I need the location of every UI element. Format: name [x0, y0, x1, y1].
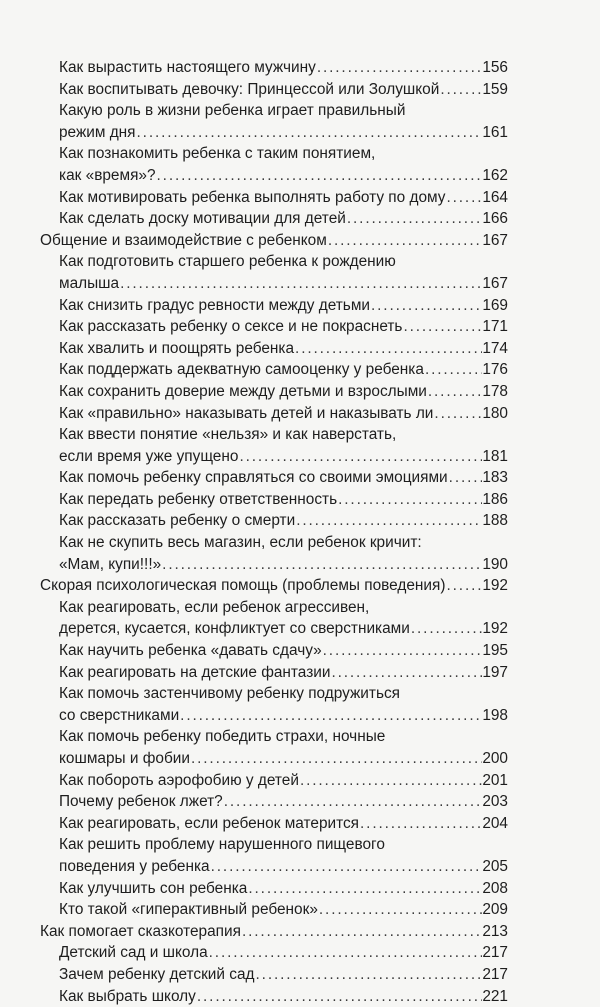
dot-leader — [433, 403, 482, 425]
toc-section — [40, 230, 508, 252]
toc-entry-line — [59, 770, 508, 792]
toc-entry-title: Как реагировать на детские фантазии — [59, 663, 331, 681]
page-number: 164 — [482, 188, 508, 206]
page-number: 221 — [482, 987, 508, 1005]
toc-entry-title: Как подготовить старшего ребенка к рождению — [59, 253, 396, 271]
toc-entry-continuation — [59, 834, 508, 856]
toc-entry — [59, 403, 508, 425]
dot-leader — [402, 316, 482, 338]
toc-entry-title: со сверстниками — [59, 706, 180, 724]
toc-entry-title: Как реагировать, если ребенок агрессивен, — [59, 598, 370, 616]
toc-entry-title: Как сохранить доверие между детьми и взрослыми — [59, 382, 427, 400]
dot-leader — [318, 899, 482, 921]
dot-leader — [448, 467, 483, 489]
page-number: 217 — [482, 965, 508, 983]
dot-leader — [316, 57, 482, 79]
dot-leader — [445, 187, 482, 209]
toc-entry — [59, 79, 508, 101]
toc-entry-line — [59, 964, 508, 986]
toc-entry-title: «Мам, купи!!!» — [59, 555, 162, 573]
toc-entry-line — [59, 381, 508, 403]
toc-entry-title: Зачем ребенку детский сад — [59, 965, 255, 983]
dot-leader — [196, 986, 482, 1007]
page-number: 197 — [482, 663, 508, 681]
toc-entry-title: Как «правильно» наказывать детей и наказывать ли — [59, 404, 434, 422]
dot-leader — [294, 338, 482, 360]
toc-entry-title: Как снизить градус ревности между детьми — [59, 296, 370, 314]
toc-entry-title: Какую роль в жизни ребенка играет правильный — [59, 102, 406, 120]
toc-entry — [59, 251, 508, 294]
toc-entry-title: Как хвалить и поощрять ребенка — [59, 339, 295, 357]
toc-entry-line — [59, 273, 508, 295]
toc-entry-title: Почему ребенок лжет? — [59, 793, 223, 811]
dot-leader — [238, 446, 482, 468]
dot-leader — [210, 856, 483, 878]
toc-entry-line — [59, 446, 508, 468]
page-number: 186 — [482, 490, 508, 508]
dot-leader — [410, 618, 482, 640]
toc-entry-continuation — [59, 143, 508, 165]
toc-entry-title: режим дня — [59, 123, 136, 141]
page-number: 208 — [482, 879, 508, 897]
dot-leader — [247, 878, 482, 900]
page-number: 167 — [482, 231, 508, 249]
page-number: 171 — [482, 318, 508, 336]
dot-leader — [156, 165, 483, 187]
dot-leader — [223, 791, 483, 813]
dot-leader — [322, 640, 483, 662]
page-number: 209 — [482, 901, 508, 919]
toc-entry-line — [59, 403, 508, 425]
toc-entry-title: Как помочь ребенку победить страхи, ночные — [59, 728, 386, 746]
toc-entry-title: Как вырастить настоящего мужчину — [59, 59, 316, 76]
toc-entry-title: Как побороть аэрофобию у детей — [59, 771, 299, 789]
toc-entry-line — [59, 899, 508, 921]
page-number: 201 — [482, 771, 508, 789]
toc-entry — [59, 489, 508, 511]
toc-entry-continuation — [59, 251, 508, 273]
page-number: 162 — [482, 166, 508, 184]
page-number: 213 — [482, 922, 508, 940]
toc-entry-title: Как мотивировать ребенка выполнять работу по дому — [59, 188, 446, 206]
toc-entry-title: Как передать ребенку ответственность — [59, 490, 338, 508]
page-number: 178 — [482, 382, 508, 400]
toc-entry-line — [59, 748, 508, 770]
toc-entry-title: малыша — [59, 274, 120, 292]
toc-entry — [59, 208, 508, 230]
toc-entry-title: Как помочь застенчивому ребенку подружиться — [59, 685, 400, 703]
toc-entry-title: Как решить проблему нарушенного пищевого — [59, 836, 385, 854]
dot-leader — [427, 381, 482, 403]
toc-entry-line — [59, 489, 508, 511]
toc-entry-line — [59, 187, 508, 209]
toc-entry-line — [40, 921, 508, 943]
toc-entry-line — [59, 662, 508, 684]
page-number: 195 — [482, 642, 508, 660]
toc-entry-title: кошмары и фобии — [59, 750, 190, 767]
toc-entry-title: Как поддержать адекватную самооценку у ребенка — [59, 361, 424, 379]
toc-entry — [59, 791, 508, 813]
dot-leader — [241, 921, 482, 943]
toc-entry — [59, 467, 508, 489]
dot-leader — [295, 510, 482, 532]
toc-entry-title: Как рассказать ребенку о сексе и не покраснеть — [59, 318, 403, 336]
toc-entry-line — [59, 878, 508, 900]
dot-leader — [346, 208, 482, 230]
page-number: 192 — [482, 577, 508, 595]
page-number: 169 — [482, 296, 508, 314]
page-number: 159 — [482, 80, 508, 98]
toc-entry-continuation — [59, 597, 508, 619]
page-number: 183 — [482, 469, 508, 487]
toc-entry — [59, 57, 508, 79]
toc-entry-title: Скорая психологическая помощь (проблемы поведения) — [40, 577, 446, 595]
page-number: 188 — [482, 512, 508, 530]
toc-entry-continuation — [59, 100, 508, 122]
toc-entry — [59, 813, 508, 835]
toc-entry-continuation — [59, 726, 508, 748]
dot-leader — [161, 554, 482, 576]
dot-leader — [190, 748, 482, 770]
toc-entry-line — [59, 986, 508, 1007]
toc-entry — [59, 316, 508, 338]
table-of-contents — [40, 57, 508, 1007]
toc-section — [40, 575, 508, 597]
toc-entry-continuation — [59, 424, 508, 446]
dot-leader — [179, 705, 482, 727]
toc-entry-line — [59, 338, 508, 360]
dot-leader — [327, 230, 482, 252]
dot-leader — [119, 273, 482, 295]
toc-entry — [59, 359, 508, 381]
page-number: 203 — [482, 793, 508, 811]
toc-entry-title: Как улучшить сон ребенка — [59, 879, 248, 897]
toc-entry-line — [59, 295, 508, 317]
toc-entry-line — [59, 359, 508, 381]
toc-entry-title: Как помогает сказкотерапия — [40, 922, 241, 940]
toc-entry-title: Как не скупить весь магазин, если ребенок кричит: — [59, 534, 422, 552]
toc-entry-line — [59, 705, 508, 727]
toc-entry — [59, 381, 508, 403]
page-number: 161 — [482, 123, 508, 141]
toc-entry — [59, 510, 508, 532]
toc-entry-line — [40, 575, 508, 597]
page-number: 205 — [482, 857, 508, 875]
toc-entry-title: Как выбрать школу — [59, 987, 196, 1005]
toc-entry — [59, 295, 508, 317]
toc-entry-line — [59, 618, 508, 640]
toc-entry-title: Детский сад и школа — [59, 944, 208, 962]
page-number: 166 — [482, 210, 508, 228]
toc-entry-title: если время уже упущено — [59, 447, 239, 465]
toc-entry-line — [59, 122, 508, 144]
page-number: 156 — [482, 59, 508, 76]
toc-entry — [59, 532, 508, 575]
toc-entry — [59, 143, 508, 186]
page-number: 174 — [482, 339, 508, 357]
page-number: 217 — [482, 944, 508, 962]
toc-entry-continuation — [59, 532, 508, 554]
page-number: 198 — [482, 706, 508, 724]
toc-entry — [59, 100, 508, 143]
toc-entry — [59, 662, 508, 684]
toc-entry — [59, 597, 508, 640]
toc-entry-title: дерется, кусается, конфликтует со сверстниками — [59, 620, 410, 638]
dot-leader — [424, 359, 482, 381]
page-number: 176 — [482, 361, 508, 379]
toc-entry-line — [59, 640, 508, 662]
toc-entry-line — [59, 510, 508, 532]
toc-entry — [59, 338, 508, 360]
dot-leader — [445, 575, 482, 597]
toc-entry-title: Как помочь ребенку справляться со своими эмоциями — [59, 469, 448, 487]
page-number: 192 — [482, 620, 508, 638]
toc-entry-title: поведения у ребенка — [59, 857, 210, 875]
toc-entry-title: Как познакомить ребенка с таким понятием, — [59, 145, 376, 163]
toc-entry-line — [59, 554, 508, 576]
toc-entry-title: Как воспитывать девочку: Принцессой или Золушкой — [59, 80, 440, 98]
toc-entry-line — [59, 856, 508, 878]
toc-entry-title: Как рассказать ребенку о смерти — [59, 512, 296, 530]
toc-entry — [59, 770, 508, 792]
page-number: 200 — [482, 750, 508, 767]
toc-entry-title: Как ввести понятие «нельзя» и как наверстать, — [59, 426, 397, 444]
toc-entry — [59, 187, 508, 209]
toc-entry-line — [59, 813, 508, 835]
toc-entry-line — [40, 230, 508, 252]
toc-entry-line — [59, 165, 508, 187]
toc-entry-line — [59, 467, 508, 489]
toc-entry — [59, 964, 508, 986]
toc-entry-title: Как реагировать, если ребенок матерится — [59, 814, 360, 832]
toc-entry-line — [59, 57, 508, 79]
toc-entry-line — [59, 791, 508, 813]
page-number: 167 — [482, 274, 508, 292]
toc-entry-title: Общение и взаимодействие с ребенком — [40, 231, 327, 249]
toc-entry — [59, 899, 508, 921]
dot-leader — [255, 964, 483, 986]
toc-entry-title: Как сделать доску мотивации для детей — [59, 210, 346, 228]
toc-entry-title: как «время»? — [59, 166, 156, 184]
toc-entry-line — [59, 316, 508, 338]
dot-leader — [359, 813, 482, 835]
toc-entry — [59, 683, 508, 726]
page-number: 181 — [482, 447, 508, 465]
toc-entry — [59, 834, 508, 877]
toc-entry — [59, 878, 508, 900]
dot-leader — [330, 662, 482, 684]
toc-section — [40, 921, 508, 943]
toc-entry-line — [59, 208, 508, 230]
toc-entry — [59, 424, 508, 467]
toc-entry — [59, 640, 508, 662]
dot-leader — [136, 122, 483, 144]
toc-entry — [59, 986, 508, 1007]
toc-entry-continuation — [59, 683, 508, 705]
page-number: 190 — [482, 555, 508, 573]
dot-leader — [439, 79, 482, 101]
toc-entry-title: Кто такой «гиперактивный ребенок» — [59, 901, 318, 919]
toc-entry-line — [59, 79, 508, 101]
dot-leader — [299, 770, 482, 792]
page-number: 204 — [482, 814, 508, 832]
dot-leader — [337, 489, 482, 511]
toc-entry — [59, 726, 508, 769]
dot-leader — [370, 295, 482, 317]
toc-entry-title: Как научить ребенка «давать сдачу» — [59, 642, 322, 660]
page-number: 180 — [482, 404, 508, 422]
